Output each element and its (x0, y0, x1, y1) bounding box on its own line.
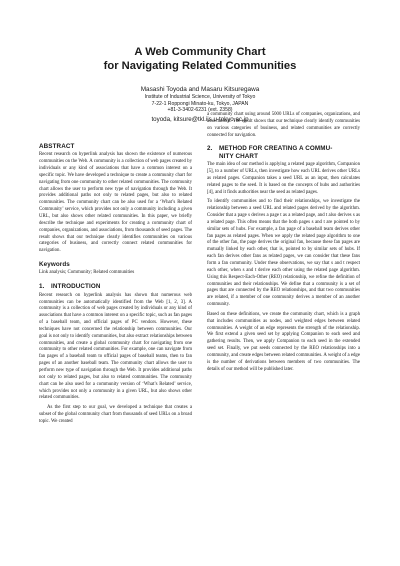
method-title-2: NITY CHART (219, 152, 259, 160)
author-names: Masashi Toyoda and Masaru Kitsuregawa (140, 86, 260, 93)
intro-paragraph-2: As the first step to our goal, we developed a technique that creates a subset of the global community chart from thousands of seed URLs on a broad topic. We created (39, 405, 192, 424)
method-paragraph-3: Based on these definitions, we create the community chart, which is a graph that includes communities as nodes, and weighted edges between related communities. A weight of an edge represents the strength of the relationship. We first extend a given seed set by applying Companion to each seed and gathering results. Then, we apply Companion to each seed in the extended seed set. Finally, we put seeds connected by the REO relationships into a community, and create edges between related communities. A weight of a edge is the number of derivations between members of two communities. The details of our method will be published later. (207, 311, 360, 372)
intro-heading (39, 283, 192, 290)
intro-number: 1. (39, 283, 45, 291)
left-column (39, 143, 192, 426)
intro-continuation: a community chart using around 5000 URLs of companies, organizations, and associations. The result shows that our technique clearly identify communities on various categories of business, and related communities are correctly connected for navigation. (207, 112, 360, 138)
title-line-2: for Navigating Related Communities (103, 59, 297, 72)
method-heading (207, 145, 360, 160)
abstract-text: Recent research on hyperlink analysis has shown the existence of numerous communities on the Web. A community is a collection of web pages created by individuals or any kind of associations that have a common interest on a specific topic. We have developed a technique to create a community chart for navigating from one community to other related communities. The community chart allows the user to perform new type of navigation through the Web. It provides additional paths not only to related pages, but also to related communities. The community chart can be also used for a ‘What’s Related Community’ service, which provides not only a community including a given URL, but also shows other related communities. In this paper, we briefly describe the technique and experiments for creating a community chart of companies, organizations, and associations, from thousands of seed pages. The result shows that our technique clearly identifies communities on various categories of business, and correctly connect related communities for navigation. (39, 152, 192, 254)
paper-title (40, 46, 360, 73)
method-paragraph-2: To identify communities and to find their relationships, we investigate the relationship between a seed URL and related pages derived by the algorithm. Consider that a page s derives a page t as a related page, and t also derives s as a related page. This often means that the both pages s and t are pointed to by similar sets of hubs. For example, a fan page of a baseball team derives other fan pages as related pages. When we apply the related page algorithm to one of the other fan, the page derives the original fan, because these fan pages are mutually linked by each other, that is, pointed to by similar sets of hubs. If each fan derives other fans as related pages, we can consider that these fans form a fan community. Under these observations, we say that s and t respect each other, when s and t derive each other using the related page algorithm. Using this Respect-Each-Other (REO) relationship, we refine the definition of communities and their relationships. We define that a community is a set of pages that are connected by the REO relationships, and that two communities are related, if a member of one community derives a member of an another community. (207, 199, 360, 308)
affiliation-line-2: 7-22-1 Roppongi Minato-ku, Tokyo, JAPAN (151, 100, 249, 107)
author-email: toyoda, kitsure@tkl.iis.u-tokyo.ac.jp (151, 116, 249, 124)
intro-paragraph-1: Recent research on hyperlink analysis has shown that numerous web communities can be automatically identified from the Web [1, 2, 3]. A community is a collection of web pages created by individuals or any kind of associations that have a common interest on a specific topic, such as fan pages of a baseball team, and official pages of PC vendors. However, these techniques have not concerned the relationship between communities. Our goal is not only to identify communities, but also extract relationships between communities, and create a global community chart for navigating from one community to other related communities. For example, one can navigate from fan pages of a baseball team to official pages of baseball teams, then to fan pages of an another baseball team. The community chart allows the user to perform new type of navigation through the Web. It provides additional paths not only to related pages, but also to related communities. The community chart can be also used for a community version of ‘What’s Related’ service, which provides not only a community in a given URL, but also shows other related communities. (39, 292, 192, 401)
affiliation-line-1: Institute of Industrial Science, University of Tokyo (144, 94, 256, 101)
affiliation-line-3: +81-3-3402-6231 (ext. 2358) (167, 107, 233, 114)
intro-title: INTRODUCTION (51, 283, 101, 291)
title-line-1: A Web Community Chart (134, 46, 266, 58)
keywords-heading: Keywords (39, 261, 70, 269)
keywords-text: Link analysis; Community; Related communities (39, 270, 135, 276)
method-paragraph-1: The main idea of our method is applying a related page algorithm, Companion [5], to a number of URLs, then investigate how each URL derives other URLs as related pages. Companion takes a seed URL as an input, then calculates related pages to the seed. It is based on the concepts of hubs and authorities [4], and it finds authorities near the seed as related pages. (207, 162, 360, 195)
method-number: 2. (207, 145, 213, 153)
method-title-1: METHOD FOR CREATING A COMMU- (219, 145, 333, 153)
abstract-heading: ABSTRACT (39, 143, 75, 150)
right-column (207, 112, 360, 374)
